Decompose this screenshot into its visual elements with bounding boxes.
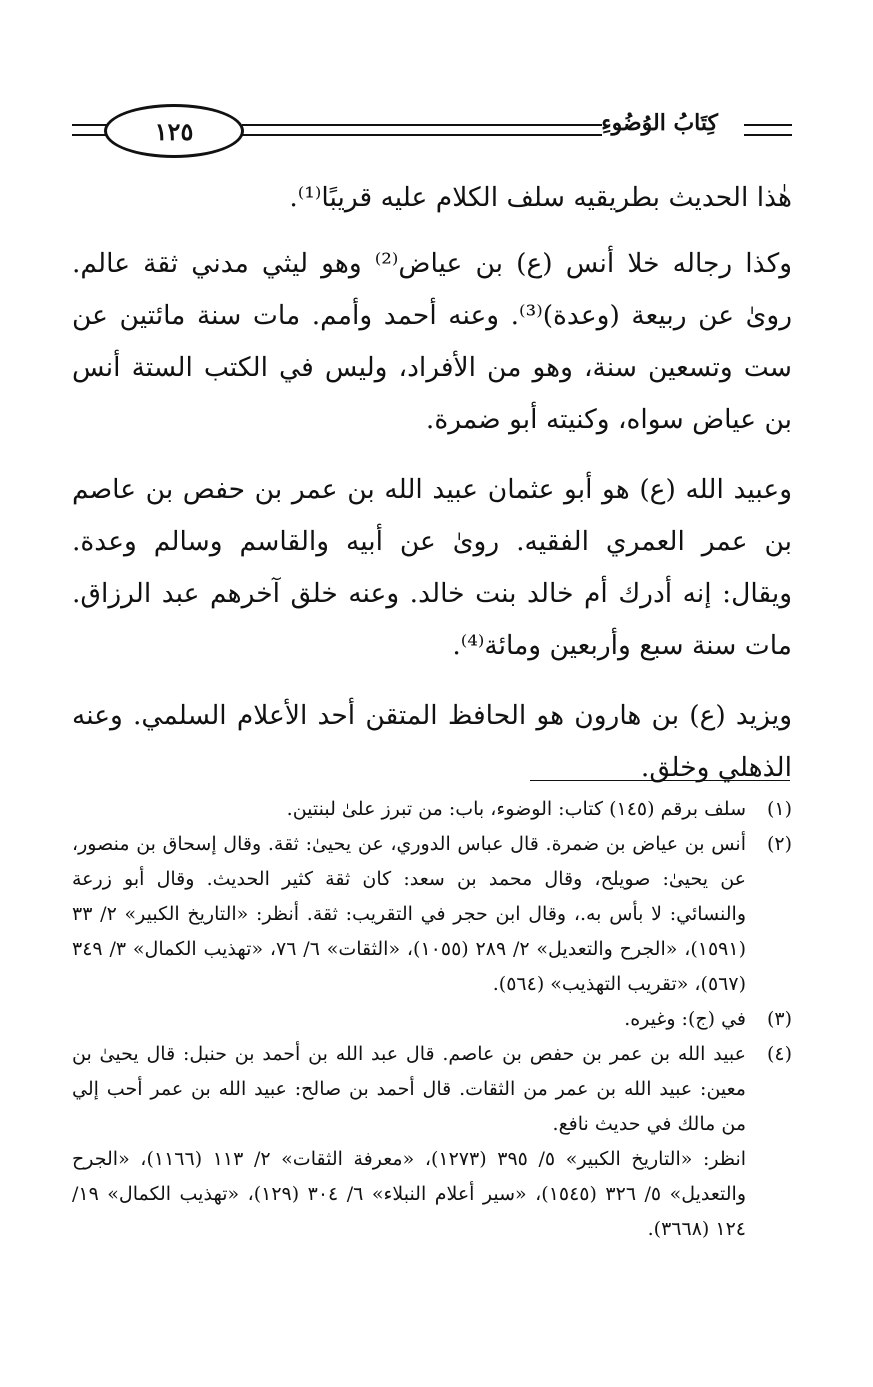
footnote-number: (٢) [766, 833, 792, 855]
footnote [72, 827, 792, 1002]
header-rule-right-bottom [744, 134, 792, 136]
footnotes [72, 792, 792, 1247]
footnote-line: عبيد الله بن عمر بن حفص بن عاصم. قال عبد الله بن أحمد بن حنبل: قال يحيىٰ بن معين: عبيد الله بن عمر من الثقات. قال أحمد بن صالح: عبيد الله بن عمر أحب إلي من مالك في حديث نافع. [72, 1043, 746, 1135]
footnote-number: (١) [766, 798, 792, 820]
page-header [72, 100, 792, 164]
footnote-line: سلف برقم (١٤٥) كتاب: الوضوء، باب: من تبرز علىٰ لبنتين. [286, 798, 746, 820]
footnote-line: انظر: «التاريخ الكبير» ٥/ ٣٩٥ (١٢٧٣)، «معرفة الثقات» ٢/ ١١٣ (١١٦٦)، «الجرح والتعديل» ٥/ ٣٢٦ (١٥٤٥)، «سير أعلام النبلاء» ٦/ ٣٠٤ (١٢٩)، «تهذيب الكمال» ١٩/ ١٢٤ (٣٦٦٨). [72, 1148, 747, 1240]
footnote [72, 1002, 792, 1037]
footnote [72, 1037, 792, 1247]
main-text [72, 172, 792, 812]
header-rule-middle-bottom [242, 134, 602, 136]
footnote-text [72, 827, 746, 1002]
paragraph: هٰذا الحديث بطريقيه سلف الكلام عليه قريبًا⁽¹⁾. [289, 182, 792, 213]
footnote-separator [530, 780, 790, 781]
header-rule-middle-top [242, 124, 602, 126]
footnote-text [72, 1037, 746, 1247]
paragraph: وعبيد الله (ع) هو أبو عثمان عبيد الله بن عمر بن حفص بن عاصم بن عمر العمري الفقيه. رویٰ عن أبيه والقاسم وسالم وعدة. ويقال: إنه أدرك أم خالد بنت خالد. وعنه خلق آخرهم عبد الرزاق. مات سنة سبع وأربعين ومائة⁽⁴⁾. [72, 474, 792, 661]
footnote [72, 792, 792, 827]
footnote-number: (٣) [766, 1008, 792, 1030]
footnote-number: (٤) [766, 1043, 792, 1065]
footnote-text [72, 1002, 746, 1037]
chapter-title: كِتَابُ الوُضُوءِ [601, 110, 718, 136]
header-rule-right-top [744, 124, 792, 126]
footnote-text [72, 792, 746, 827]
footnote-line: في (ج): وغيره. [624, 1008, 746, 1030]
paragraph: ويزيد (ع) بن هارون هو الحافظ المتقن أحد الأعلام السلمي. وعنه الذهلي وخلق. [72, 700, 792, 783]
paragraph: وكذا رجاله خلا أنس (ع) بن عياض⁽²⁾ وهو ليثي مدني ثقة عالم. رویٰ عن ربيعة (وعدة)⁽³⁾. وعنه أحمد وأمم. مات سنة مائتين عن ست وتسعين سنة، وهو من الأفراد، وليس في الكتب الستة أنس بن عياض سواه، وكنيته أبو ضمرة. [72, 248, 792, 435]
footnote-line: أنس بن عياض بن ضمرة. قال عباس الدوري، عن يحيىٰ: ثقة. وقال إسحاق بن منصور، عن يحيىٰ: صويلح، وقال محمد بن سعد: كان ثقة كثير الحديث. وقال أبو زرعة والنسائي: لا بأس به.، وقال ابن حجر في التقريب: ثقة. أنظر: «التاريخ الكبير» ٢/ ٣٣ (١٥٩١)، «الجرح والتعديل» ٢/ ٢٨٩ (١٠٥٥)، «الثقات» ٦/ ٧٦، «تهذيب الكمال» ٣/ ٣٤٩ (٥٦٧)، «تقريب التهذيب» (٥٦٤). [72, 833, 746, 995]
page-number: ١٢٥ [104, 104, 244, 158]
